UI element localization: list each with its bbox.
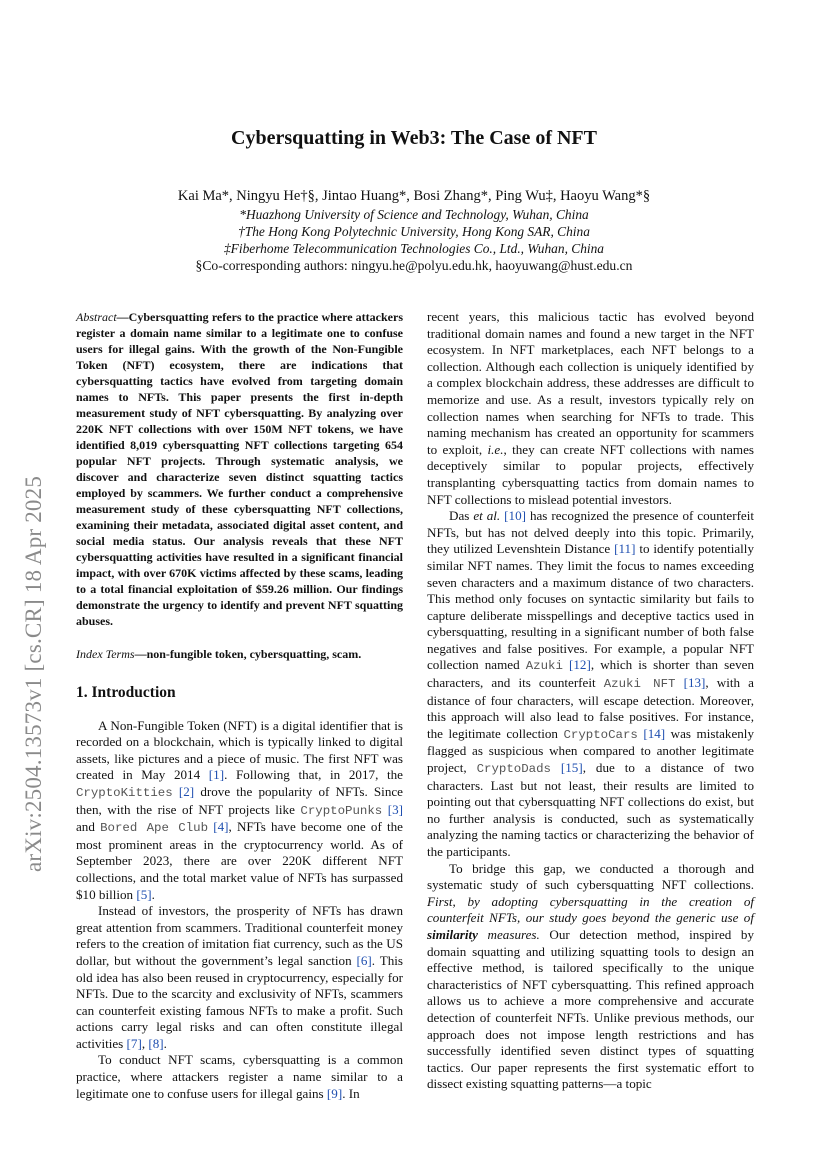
citation-link[interactable]: [5] <box>136 886 152 902</box>
text-run: was mistakenly flagged as suspicious when compared to another legitimate project, <box>427 725 754 776</box>
abstract-label: Abstract <box>76 310 117 324</box>
arxiv-identifier[interactable]: arXiv:2504.13573v1 [cs.CR] 18 Apr 2025 <box>21 475 46 872</box>
intro-paragraph-4 <box>427 508 754 860</box>
index-terms-text: —non-fungible token, cybersquatting, scam. <box>134 647 362 661</box>
text-run: . <box>163 1035 167 1051</box>
text-run: Instead of investors, the prosperity of NFTs has drawn great attention from scammers. Traditional counterfeit money refers to the creation of imitation fiat currency, such as the US dollar, but without the government’s legal sanction <box>76 903 403 968</box>
text-run: Das <box>449 508 474 524</box>
citation-link[interactable]: [15] <box>560 760 583 776</box>
text-run: , they can create NFT collections with names deceptively similar to popular projects, effectively transplanting cybersquatting tactics from domain names to NFT collections to mislead potential investors. <box>427 441 754 507</box>
intro-paragraph-5 <box>427 861 754 1093</box>
nft-name: CryptoKitties <box>76 785 173 800</box>
citation-link[interactable]: [14] <box>643 725 666 741</box>
author-list: Kai Ma*, Ningyu He†§, Jintao Huang*, Bosi Zhang*, Ping Wu‡, Haoyu Wang*§ <box>177 188 651 204</box>
intro-paragraph-3-start <box>76 1052 403 1102</box>
abstract-text: —Cybersquatting refers to the practice where attackers register a domain name similar to a legitimate one to confuse users for illegal gains. With the growth of the Non-Fungible Token (NFT) ecosystem, there are indications that cybersquatting tactics have evolved from targeting domain names to NFTs. This paper presents the first in-depth measurement study of NFT cybersquatting. By analyzing over 220K NFT collections with over 150M NFT tokens, we have identified 8,019 cybersquatting NFT collections targeting 654 popular NFT projects. Through systematic analysis, we discover and characterize seven distinct squatting tactics employed by scammers. We further conduct a comprehensive measurement study of these cybersquatting NFT collections, examining their metadata, associated digital asset content, and social media status. Our analysis reveals that these NFT cybersquatting activities have resulted in a significant financial impact, with over 670K victims affected by these scams, leading to a total financial exploitation of $59.26 million. Our findings demonstrate the urgency to identify and prevent NFT squatting abuses. <box>76 310 403 628</box>
text-run: recent years, this malicious tactic has evolved beyond traditional domain names and found a new target in the NFT ecosystem. In NFT marketplaces, each NFT belongs to a collection. Although each collection is uniquely identified by a complex blockchain address, these addresses are difficult to memorize and use. As a result, investors typically rely on collection names when searching for NFTs to trade. This naming mechanism has created an opportunity for scammers to exploit, <box>427 309 754 457</box>
text-run: . Following that, in 2017, the <box>224 767 403 783</box>
emphasis-text: First, by adopting cybersquatting in the creation of counterfeit NFTs, our study goes beyond the generic use of <box>427 893 754 926</box>
text-run: to identify potentially similar NFT names. They limit the focus to names exceeding seven characters and a maximum distance of two characters. This method only focuses on syntactic similarity but fails to capture deliberate misspellings and deceptive tactics used in cybersquatting, resulting in a significant number of both false negatives and false positives. For example, a popular NFT collection named <box>427 541 754 673</box>
nft-name: CryptoCars <box>563 727 638 742</box>
corresponding-authors: §Co-corresponding authors: ningyu.he@polyu.edu.hk, haoyuwang@hust.edu.cn <box>195 258 633 273</box>
text-run: , <box>141 1035 149 1051</box>
text-run: . <box>151 886 155 902</box>
text-run: drove the popularity of NFTs. Since then, with the rise of NFT projects like <box>76 783 403 817</box>
nft-name: CryptoPunks <box>300 803 383 818</box>
citation-link[interactable]: [12] <box>569 657 591 673</box>
paper-title: Cybersquatting in Web3: The Case of NFT <box>231 127 597 149</box>
citation-link[interactable]: [8] <box>148 1035 164 1051</box>
emphasis-text: measures. <box>477 926 540 942</box>
text-run: , which is shorter than seven characters, and its counterfeit <box>427 657 754 691</box>
affiliation-1: *Huazhong University of Science and Technology, Wuhan, China <box>239 207 589 222</box>
text-run: . In <box>342 1085 360 1101</box>
index-terms <box>76 646 403 662</box>
section-heading-introduction: 1. Introduction <box>76 684 176 701</box>
abstract <box>76 309 403 629</box>
nft-name: CryptoDads <box>476 762 551 777</box>
text-run: and <box>76 819 101 835</box>
text-run: . This old idea has also been reused in cryptocurrency, especially for NFTs. Due to the scarcity and exclusivity of NFTs, scammers can counterfeit existing famous NFTs to make a profit. Such actions carry legal risks and can often constitute illegal activities <box>76 952 403 1051</box>
nft-name: Azuki <box>525 659 563 674</box>
citation-link[interactable]: [7] <box>126 1035 142 1051</box>
left-column <box>76 309 403 1102</box>
text-run: , due to a distance of two characters. Last but not least, their results are limited to pointing out that cybersquatting NFT collections do exist, but no further analysis is conducted, such as systematically analyzing the naming tactics or characterizing the behavior of the participants. <box>427 760 755 859</box>
intro-paragraph-2 <box>76 903 403 1052</box>
text-run: , with a distance of four characters, will escape detection. Moreover, this approach will also lead to false positives. For instance, the legitimate collection <box>427 675 754 741</box>
citation-link[interactable]: [2] <box>178 783 195 799</box>
right-column <box>427 309 754 1093</box>
nft-name: Bored Ape Club <box>100 821 209 836</box>
affiliation-2: †The Hong Kong Polytechnic University, Hong Kong SAR, China <box>238 224 590 239</box>
citation-link[interactable]: [4] <box>213 819 229 835</box>
citation-link[interactable]: [9] <box>326 1085 343 1101</box>
intro-paragraph-3-continued <box>427 309 754 508</box>
text-run: A Non-Fungible Token (NFT) is a digital identifier that is recorded on a blockchain, which is typically linked to digital assets, like pictures and a piece of music. The first NFT was created in May 2014 <box>76 717 403 783</box>
text-run: Our detection method, inspired by domain squatting and utilizing squatting tools to design an effective method, is tailored specifically to the unique characteristics of NFT cybersquatting. This refined approach allows us to achieve a more comprehensive and accurate detection of counterfeit NFTs. Unlike previous methods, our approach does not impose length restrictions and has successfully identified seven distinct types of squatting tactics. Our paper represents the first systematic effort to dissect existing squatting patterns—a topic <box>427 926 754 1092</box>
affiliation-3: ‡Fiberhome Telecommunication Technologies Co., Ltd., Wuhan, China <box>223 241 604 256</box>
citation-link[interactable]: [3] <box>387 801 403 817</box>
citation-link[interactable]: [11] <box>614 541 636 557</box>
text-run: To bridge this gap, we conducted a thorough and systematic study of such cybersquatting NFT collections. <box>427 860 754 893</box>
text-run: To conduct NFT scams, cybersquatting is a common practice, where attackers register a name similar to a legitimate one to confuse users for illegal gains <box>76 1052 403 1101</box>
citation-link[interactable]: [10] <box>504 508 526 524</box>
text-run: , NFTs have become one of the most prominent areas in the cryptocurrency world. As of September 2023, there are over 220K different NFT collections, and the total market value of NFTs has surpassed $10 billion <box>76 819 403 902</box>
text-run: has recognized the presence of counterfeit NFTs, but has not delved deeply into this topic. Primarily, they utilized Levenshtein Distance <box>427 508 755 557</box>
index-terms-label: Index Terms <box>76 647 135 661</box>
et-al: et al. <box>473 508 501 524</box>
citation-link[interactable]: [1] <box>208 767 225 783</box>
nft-name: Azuki NFT <box>603 677 676 692</box>
citation-link[interactable]: [6] <box>356 952 372 968</box>
emphasis-bold-text: similarity <box>427 926 478 942</box>
citation-link[interactable]: [13] <box>683 675 706 691</box>
author-block <box>0 186 828 274</box>
ie-abbrev: i.e. <box>487 441 504 457</box>
intro-paragraph-1 <box>76 718 403 904</box>
